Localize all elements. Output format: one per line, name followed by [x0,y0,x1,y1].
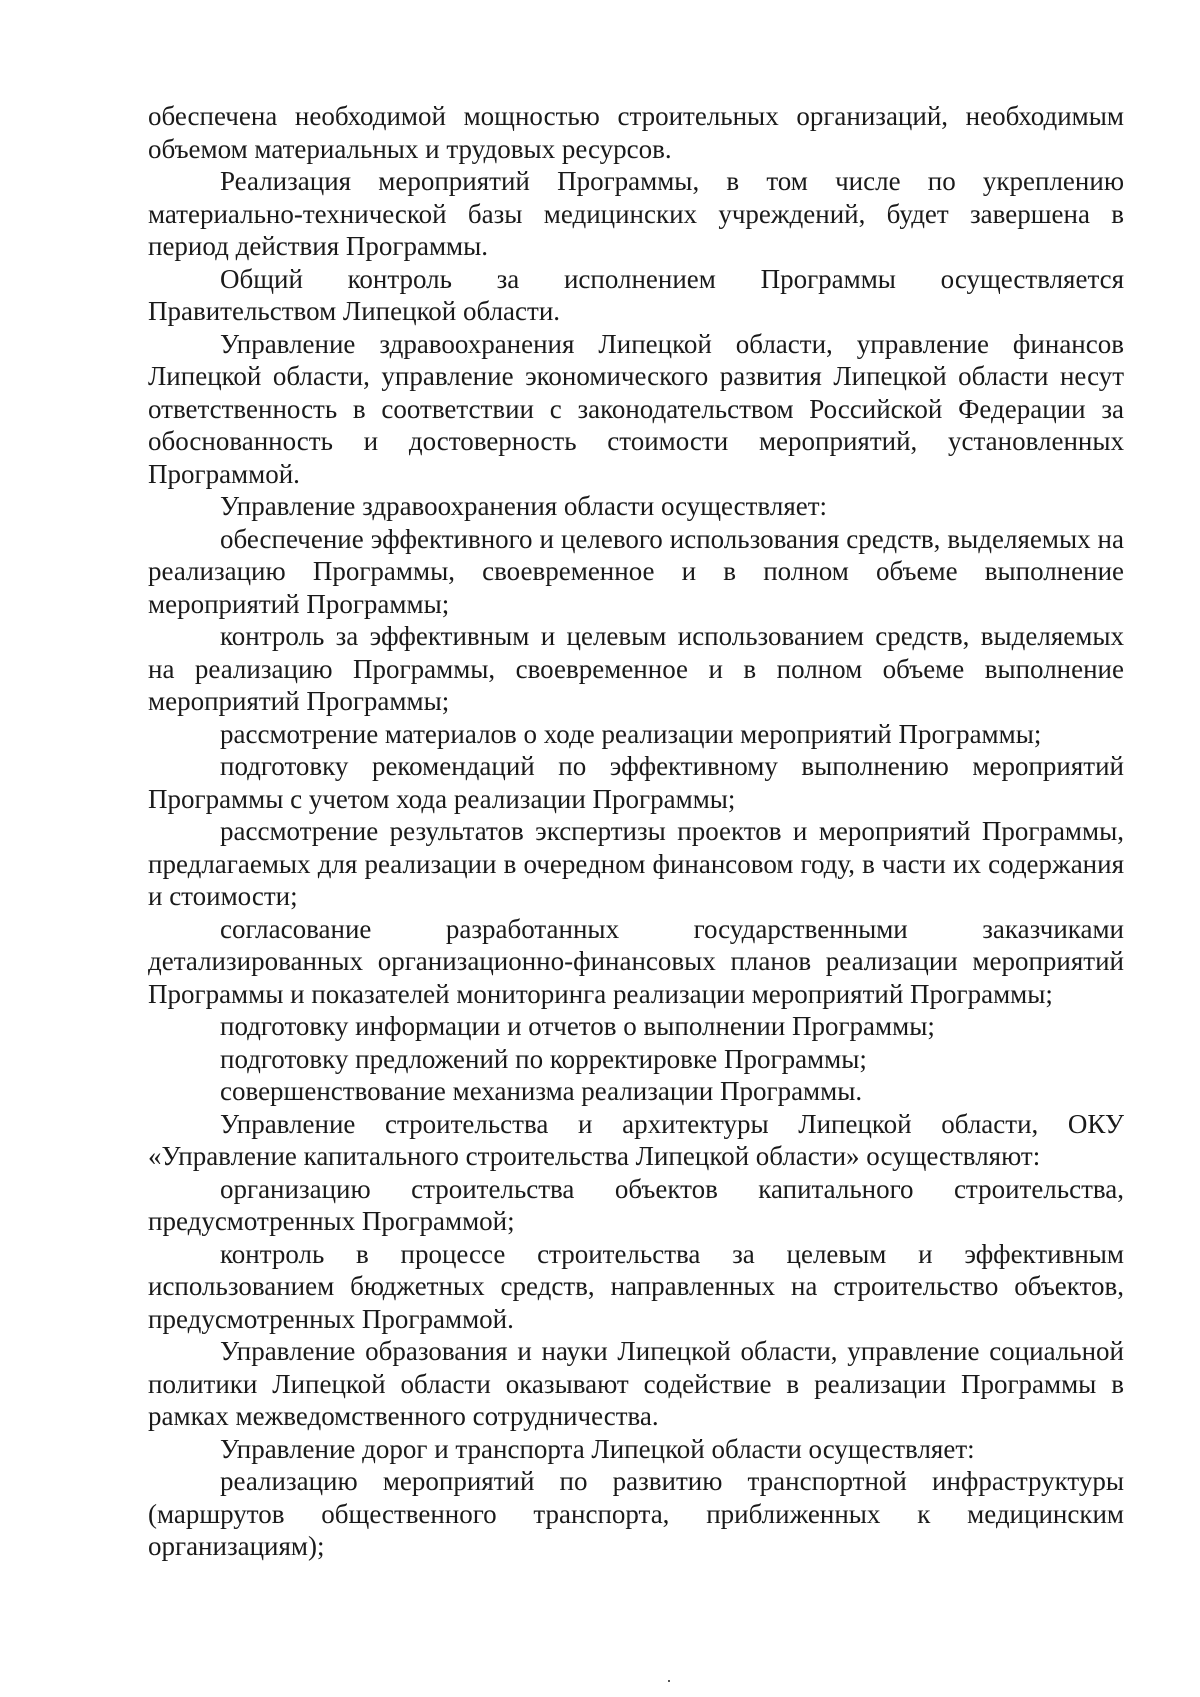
paragraph-6: обеспечение эффективного и целевого использования средств, выделяемых на реализацию Программы, своевременное и в полном объеме выполнение мероприятий Программы; [148,523,1124,619]
paragraph-12: подготовку информации и отчетов о выполнении Программы; [220,1011,935,1041]
paragraph-1: обеспечена необходимой мощностью строительных организаций, необходимым объемом материальных и трудовых ресурсов. [148,101,1124,164]
paragraph-19: Управление дорог и транспорта Липецкой области осуществляет: [220,1433,975,1464]
paragraph-9: подготовку рекомендаций по эффективному выполнению мероприятий Программы с учетом хода реализации Программы; [148,751,1124,814]
scan-speck [668,1680,670,1682]
paragraph-15: Управление строительства и архитектуры Липецкой области, ОКУ «Управление капитального строительства Липецкой области» осуществляют: [148,1108,1124,1171]
paragraph-18: Управление образования и науки Липецкой области, управление социальной политики Липецкой области оказывают содействие в реализации Программы в рамках межведомственного сотрудничества. [148,1336,1124,1431]
paragraph-3: Общий контроль за исполнением Программы осуществляется Правительством Липецкой области. [148,263,1124,326]
paragraph-2: Реализация мероприятий Программы, в том числе по укреплению материально-технической базы медицинских учреждений, будет завершена в период действия Программы. [148,166,1124,261]
paragraph-16: организацию строительства объектов капитального строительства, предусмотренных Программой; [148,1173,1124,1236]
paragraph-14: совершенствование механизма реализации Программы. [220,1076,863,1106]
paragraph-11: согласование разработанных государственными заказчиками детализированных организационно-финансовых планов реализации мероприятий Программы и показателей мониторинга реализации мероприятий Программы; [148,913,1124,1009]
document-body [148,100,1124,1563]
paragraph-7: контроль за эффективным и целевым использованием средств, выделяемых на реализацию Программы, своевременное и в полном объеме выполнение мероприятий Программы; [148,621,1124,716]
paragraph-5: Управление здравоохранения области осуществляет: [220,491,828,521]
paragraph-13: подготовку предложений по корректировке Программы; [220,1043,867,1074]
paragraph-4: Управление здравоохранения Липецкой области, управление финансов Липецкой области, управление экономического развития Липецкой области несут ответственность в соответствии с законодательством Российской Федерации за обоснованность и достоверность стоимости мероприятий, установленных Программой. [148,328,1124,489]
paragraph-17: контроль в процессе строительства за целевым и эффективным использованием бюджетных средств, направленных на строительство объектов, предусмотренных Программой. [148,1238,1124,1334]
paragraph-10: рассмотрение результатов экспертизы проектов и мероприятий Программы, предлагаемых для реализации в очередном финансовом году, в части их содержания и стоимости; [148,816,1124,911]
paragraph-20: реализацию мероприятий по развитию транспортной инфраструктуры (маршрутов общественного транспорта, приближенных к медицинским организациям); [148,1466,1124,1561]
paragraph-8: рассмотрение материалов о ходе реализации мероприятий Программы; [220,718,1042,749]
